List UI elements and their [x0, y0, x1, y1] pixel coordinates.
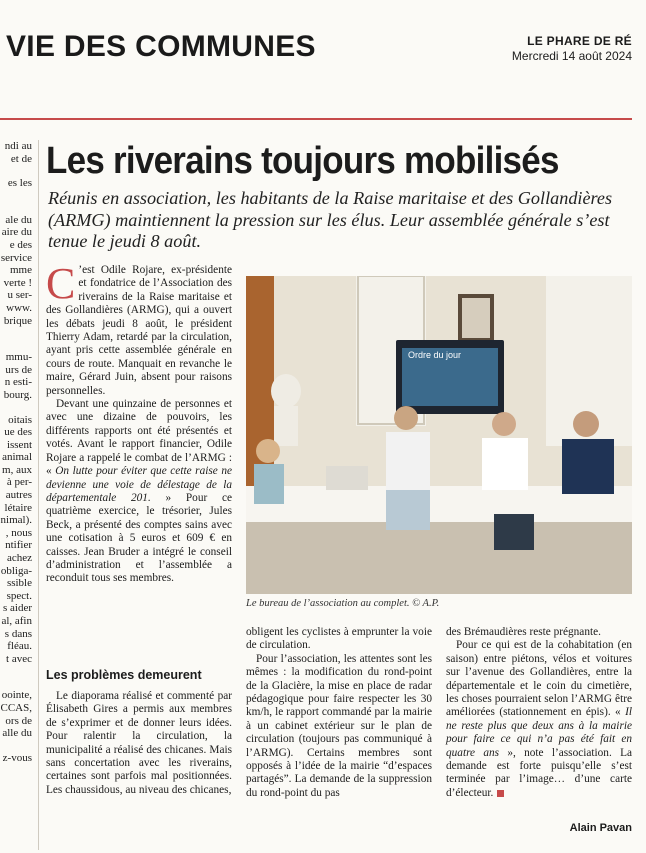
left-column-fragment: CCAS,: [0, 701, 32, 714]
paragraph-2b: » Pour ce quatrième exercice, le trésorier, Jules Beck, a présenté des comptes sains avec une cotisation à 5 euros et 609 € en caisses. Jean Bruder a intégré le conseil d’administration et l’assemblée a reconduit tous ses membres.: [46, 491, 232, 585]
left-column-fragment: oointe,: [1, 689, 32, 702]
article-author: Alain Pavan: [569, 822, 632, 834]
left-column-fragment: t avec: [6, 652, 32, 665]
left-column-fragment: à per-: [6, 476, 32, 489]
issue-date: Mercredi 14 août 2024: [511, 49, 632, 63]
article-column-2: [246, 626, 432, 800]
quote-1: On lutte pour éviter que cette raise ne devienne une voie de délestage de la départementale 201.: [46, 465, 232, 504]
left-column-fragment: alle du: [2, 727, 32, 740]
left-column-fragment: brique: [3, 314, 32, 327]
left-column-fragment: nimal).: [0, 514, 32, 527]
left-column-fragment: [0, 327, 36, 339]
left-column-fragment: spect.: [6, 589, 32, 602]
left-column-fragment: s aider: [2, 602, 32, 615]
photo-caption: Le bureau de l’association au complet. © A.P.: [246, 598, 440, 609]
left-column-fragment: létaire: [4, 501, 32, 514]
left-column-fragment: aire du: [1, 226, 32, 239]
article-column-1-bottom: [46, 690, 232, 797]
left-column-fragment: [0, 402, 36, 414]
left-column-fragment: autres: [5, 489, 32, 502]
end-mark-icon: [497, 790, 504, 797]
paragraph-4: obligent les cyclistes à emprunter la voie de circulation.: [246, 626, 432, 652]
left-column-fragment: animal: [2, 451, 32, 464]
left-column-fragment: u ser-: [7, 289, 32, 302]
article-column-1: [46, 259, 232, 586]
quote-2: Il ne reste plus que deux ans à la mairie pour faire ce qui n’a pas été fait en quatre ans: [446, 706, 632, 759]
left-column-fragment: ssible: [6, 577, 32, 590]
paragraph-2a: Devant une quinzaine de personnes et avec une dizaine de pouvoirs, les différents rapports ont été présentés et votés. Avant le rapport financier, Odile Rojare a rappelé le combat de l’ARMG : «: [46, 398, 232, 478]
left-column-fragment: ale du: [5, 213, 32, 226]
left-column-fragment: m, aux: [2, 463, 32, 476]
newspaper-name: LE PHARE DE RÉ: [527, 34, 632, 48]
paragraph-3: Le diaporama réalisé et commenté par Élisabeth Gires a permis aux membres de s’exprimer et de donner leurs idées. Pour ralentir la circulation, la municipalité a réalisé des chicanes. Mais sans concertation avec les riverains, certaines sont parfois mal positionnées. Les chaussidous, au niveau des chicanes,: [46, 690, 232, 796]
left-column-fragment: es les: [7, 177, 32, 190]
left-column-fragment: [0, 190, 36, 202]
left-column-fragment: [0, 165, 36, 177]
left-column-fragment: bourg.: [3, 388, 32, 401]
paragraph-1: ’est Odile Rojare, ex-présidente et fondatrice de l’Association des riverains de la Raise maritaise et des Gollandières (ARMG), qui a ouvert les débats jeudi 8 août, le président Thierry Adam, retardé par la circulation, ayant pris cette assemblée générale en cours de route. Manquait en revanche le maire, Gérard Juin, absent pour raisons personnelles.: [46, 264, 232, 397]
left-column-fragment: [0, 339, 36, 351]
left-column-fragment: ndi au: [4, 140, 32, 152]
paragraph-5: Pour l’association, les attentes sont les mêmes : la modification du rond-point de la Glacière, la mise en place de radar pédagogique pour faire respecter les 30 km/h, le rapport commandé par la mairie à un cabinet extérieur sur le plan de circulation (toujours pas communiqué à l’ARMG). Certains membres sont opposés à l’idée de la mairie “d’espaces partagés”. La demande de la suppression du rond-point du pas: [246, 652, 432, 799]
left-column-fragment: mmu-: [5, 351, 32, 364]
left-column-fragment: , nous: [5, 526, 32, 539]
article-subheading: Les problèmes demeurent: [46, 668, 202, 682]
left-column-fragment: ors de: [5, 714, 32, 727]
column-divider: [38, 140, 39, 850]
left-column-fragment: [0, 740, 36, 752]
left-column-fragment: [0, 665, 36, 677]
drop-cap: C: [46, 259, 76, 308]
left-column-fragment: fléau.: [7, 640, 32, 653]
left-column-fragment: issent: [6, 438, 32, 451]
meeting-photo-illustration: [246, 276, 632, 594]
left-column-fragment: mme: [10, 264, 32, 277]
article-standfirst: Réunis en association, les habitants de la Raise maritaise et des Gollandières (ARMG) maintiennent la pression sur les élus. Leur assemblée générale s’est tenue le jeudi 8 août.: [48, 188, 613, 251]
paragraph-6: des Brémaudières reste prégnante.: [446, 626, 601, 638]
screen-title: Ordre du jour: [408, 350, 462, 360]
left-column-fragment: obliga-: [0, 564, 32, 577]
left-column-fragment: s dans: [4, 627, 32, 640]
left-column-fragment: al, afin: [1, 615, 32, 627]
left-column-fragment: service: [0, 251, 32, 264]
section-title: VIE DES COMMUNES: [6, 30, 316, 63]
left-column-fragment: www.: [6, 301, 32, 314]
header-rule: [0, 118, 632, 120]
left-column-fragment: z-vous: [2, 751, 32, 764]
left-column-fragment: [0, 677, 36, 689]
left-column-fragment: [0, 202, 36, 214]
left-column-fragment: ue des: [4, 426, 32, 439]
article-photo: [246, 276, 632, 594]
article-column-3: [446, 626, 632, 800]
left-column-fragment: e des: [9, 238, 32, 251]
left-column-fragment: urs de: [5, 363, 32, 376]
paragraph-7b: », note l’association. La demande est forte puisqu’elle s’est terminée par l’image… d’une carte d’électeur.: [446, 746, 632, 799]
left-column-fragment: achez: [6, 552, 32, 565]
paragraph-7a: Pour ce qui est de la cohabitation (en saison) entre piétons, vélos et voitures sur l’avenue des Gollandières, entre la départementale et le coin du cimetière, les choses pourraient selon l’ARMG être améliorées (stationnement en épis). «: [446, 639, 632, 719]
left-column-fragment: n esti-: [4, 376, 32, 389]
article-headline: Les riverains toujours mobilisés: [46, 140, 559, 182]
left-column-fragment: verte !: [3, 276, 32, 289]
left-column-fragment: et de: [10, 152, 32, 165]
adjacent-column-clipped: [0, 140, 36, 840]
left-column-fragment: oitais: [8, 413, 32, 426]
left-column-fragment: ntifier: [5, 539, 32, 552]
